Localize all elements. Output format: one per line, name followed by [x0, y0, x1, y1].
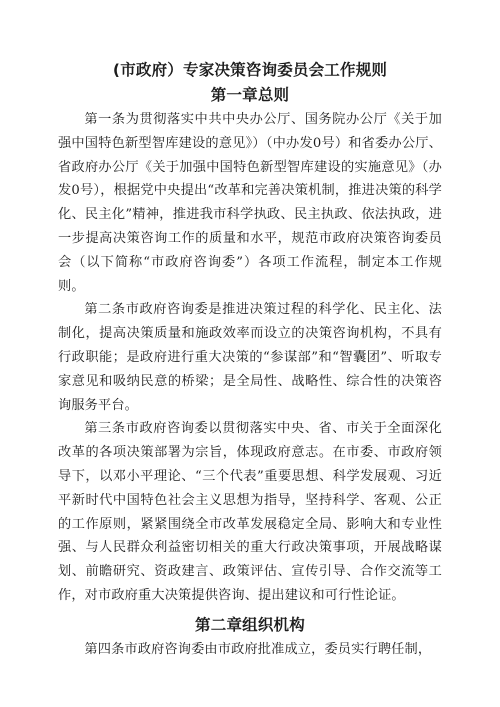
article-1: 第一条为贯彻落实中共中央办公厅、国务院办公厅《关于加强中国特色新型智库建设的意见》）（中办发0号）和省委办公厅、省政府办公厅《关于加强中国特色新型智库建设的实施意见》（办发0号），根据党中央提出“改革和完善决策机制，推进决策的科学化、民主化”精神，推进我市科学执政、民主执政、依法执政，进一步提高决策咨询工作的质量和水平，规范市政府决策咨询委员会（以下简称“市政府咨询委”）各项工作流程，制定本工作规则。 [58, 112, 442, 294]
chapter-1-heading: 第一章总则 [210, 86, 290, 104]
article-2: 第二条市政府咨询委是推进决策过程的科学化、民主化、法制化，提高决策质量和施政效率而设立的决策咨询机构，不具有行政职能；是政府进行重大决策的“参谋部”和“智囊团”、听取专家意见和吸纳民意的桥梁；是全局性、战略性、综合性的决策咨询服务平台。 [58, 302, 442, 413]
chapter-2-heading: 第二章组织机构 [195, 615, 305, 634]
article-3: 第三条市政府咨询委以贯彻落实中央、省、市关于全面深化改革的各项决策部署为宗旨，体现政府意志。在市委、市政府领导下，以邓小平理论、“三个代表”重要思想、科学发展观、习近平新时代中国特色社会主义思想为指导，坚持科学、客观、公正的工作原则，紧紧围绕全市改革发展稳定全局、影响大和专业性强、与人民群众利益密切相关的重大行政决策事项，开展战略谋划、前瞻研究、资政建言、政策评估、宣传引导、合作交流等工作，对市政府重大决策提供咨询、提出建议和可行性论证。 [58, 421, 442, 603]
document-title: (市政府）专家决策咨询委员会工作规则 [112, 61, 388, 79]
article-4: 第四条市政府咨询委由市政府批准成立，委员实行聘任制， [84, 641, 432, 657]
